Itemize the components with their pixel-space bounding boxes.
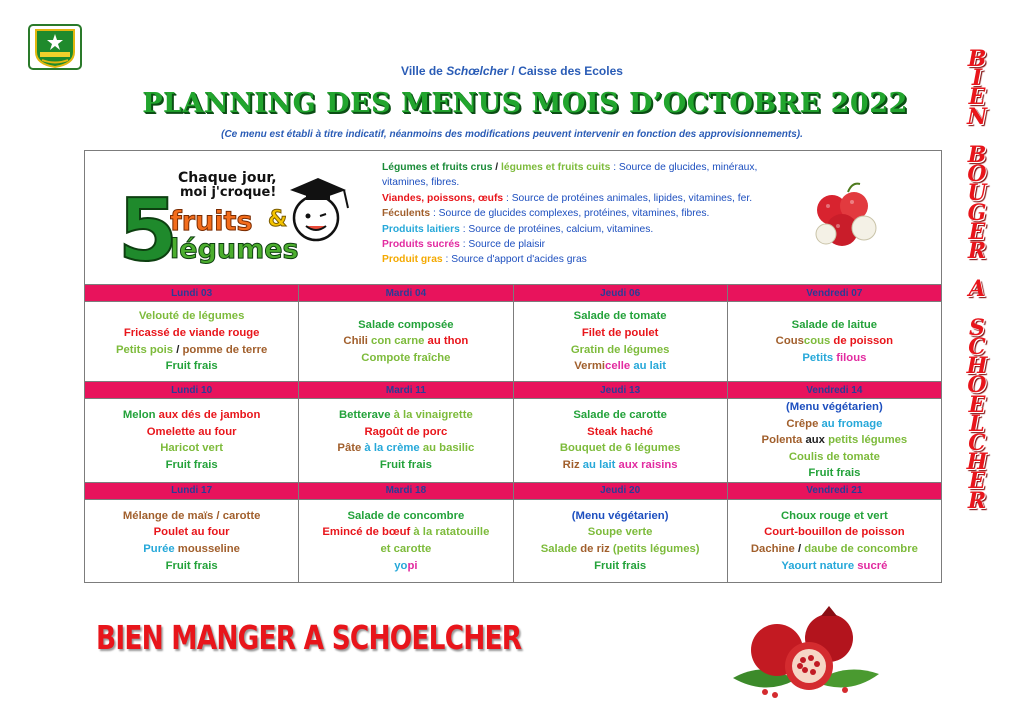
dish-part: aux xyxy=(802,434,829,447)
nutrition-legend xyxy=(382,160,802,268)
menu-dish xyxy=(514,457,727,474)
menu-cell xyxy=(513,499,727,582)
legend-line xyxy=(382,222,802,237)
dish-part: daube de concombre xyxy=(804,542,918,555)
dish-part: petits légumes xyxy=(828,434,908,447)
dish-part: filous xyxy=(836,351,867,364)
dish-part: / xyxy=(794,542,805,555)
dish-part: Gratin de légumes xyxy=(570,343,670,356)
menu-dish xyxy=(299,457,512,474)
menu-dish xyxy=(728,558,941,575)
dish-part: Chili xyxy=(343,335,372,348)
menu-cell xyxy=(727,499,941,582)
dish-part: yo xyxy=(394,559,408,572)
dish-part: Compote fraîche xyxy=(361,351,451,364)
legend-category: Légumes et fruits crus xyxy=(382,162,493,173)
dish-part: Fruit frais xyxy=(808,467,861,480)
side-letter: H xyxy=(966,353,988,380)
dish-part: au lait xyxy=(579,459,616,472)
org-suffix: / Caisse des Ecoles xyxy=(508,64,623,78)
menu-dish xyxy=(514,424,727,441)
side-letter: O xyxy=(967,372,987,399)
menu-cell xyxy=(85,399,299,483)
dish-part: (Menu végétarien) xyxy=(786,401,883,413)
dish-part: Crêpe xyxy=(786,417,819,430)
dish-part: Poulet au four xyxy=(153,526,230,539)
menu-dish xyxy=(514,325,727,342)
menu-dish xyxy=(85,558,298,575)
menu-dish xyxy=(85,342,298,359)
menu-dish xyxy=(299,424,512,441)
dish-part: et carotte xyxy=(380,542,432,555)
dish-part: Mélange de maïs / carotte xyxy=(122,509,261,522)
dish-part: Emincé de bœuf xyxy=(322,526,411,539)
dish-part: Pâte xyxy=(337,442,365,455)
mascot-icon xyxy=(290,178,348,240)
legend-description: : Source de protéines, calcium, vitamines. xyxy=(459,223,654,235)
menu-dish xyxy=(85,508,298,525)
dish-part: Filet de poulet xyxy=(581,326,659,339)
organisation-line xyxy=(0,62,1024,80)
menu-dish xyxy=(514,558,727,575)
legend-category: Féculents xyxy=(382,208,431,220)
dish-part: Bouquet de 6 légumes xyxy=(559,442,681,455)
menu-dish xyxy=(514,440,727,457)
day-header: Lundi 03 xyxy=(85,285,299,302)
side-letter: R xyxy=(967,487,987,514)
dish-part: Salade de tomate xyxy=(573,310,667,323)
side-letter: E xyxy=(968,391,986,418)
dish-part: aux dés de jambon xyxy=(158,409,261,422)
legend-description: : Source de plaisir xyxy=(459,239,546,251)
menu-dish xyxy=(85,440,298,457)
day-header: Mardi 18 xyxy=(299,482,513,499)
dish-part: à la crème xyxy=(364,442,420,455)
dish-part: mousseline xyxy=(174,542,240,555)
dish-part: (Menu végétarien) xyxy=(571,509,669,522)
menu-cell xyxy=(513,399,727,483)
legend-description: : Source de glucides complexes, protéines, vitamines, fibres. xyxy=(430,208,710,220)
side-letter: H xyxy=(966,449,988,476)
side-letter: B xyxy=(967,46,987,72)
legend-line xyxy=(382,206,802,221)
dish-part: Haricot vert xyxy=(160,442,224,455)
dish-part: Vermi xyxy=(574,360,606,373)
legend-line xyxy=(382,160,802,191)
logo-amp: & xyxy=(268,207,288,232)
side-letter: G xyxy=(967,199,987,226)
dish-part: Petits pois xyxy=(115,343,174,356)
side-letter: C xyxy=(968,430,986,457)
day-header: Vendredi 07 xyxy=(727,285,941,302)
dish-part: au thon xyxy=(424,335,469,348)
side-letter: R xyxy=(967,238,987,265)
dish-part: Choux rouge et vert xyxy=(781,509,888,522)
menu-dish xyxy=(299,317,512,334)
day-header: Lundi 17 xyxy=(85,482,299,499)
dish-part: à la vinaigrette xyxy=(393,409,473,422)
menu-dish xyxy=(299,508,512,525)
menu-dish xyxy=(299,350,512,367)
dish-part: Fruit frais xyxy=(165,559,218,572)
menu-grid xyxy=(84,284,942,583)
dish-part: Dachine xyxy=(750,542,795,555)
dish-part: Fruit frais xyxy=(379,459,432,472)
side-letter: B xyxy=(967,142,987,168)
dish-part: de riz xyxy=(580,542,610,555)
logo-five: 5 xyxy=(118,181,178,264)
dish-part: Riz xyxy=(562,459,580,472)
day-header: Mardi 11 xyxy=(299,382,513,399)
menu-dish xyxy=(514,407,727,424)
menu-cell xyxy=(727,399,941,483)
legend-line xyxy=(382,252,802,267)
side-letter: C xyxy=(968,334,986,360)
menu-dish xyxy=(85,424,298,441)
menu-dish xyxy=(514,541,727,558)
legend-category: Produits laitiers xyxy=(382,223,460,235)
dish-part: pi xyxy=(407,559,418,572)
menu-cell xyxy=(299,399,513,483)
dish-part: Polenta xyxy=(761,434,803,447)
dish-part: Fruit frais xyxy=(165,360,218,373)
side-letter: S xyxy=(969,314,985,341)
menu-dish xyxy=(728,508,941,525)
dish-part: Purée xyxy=(143,542,175,555)
menu-dish xyxy=(728,399,941,416)
menu-dish xyxy=(514,524,727,541)
menu-dish xyxy=(85,524,298,541)
legend-category: Produits sucrés xyxy=(382,239,460,251)
bottom-slogan: BIEN MANGER A SCHOELCHER xyxy=(96,618,522,657)
dish-part: Velouté de légumes xyxy=(138,310,245,323)
dish-part: Salade de laitue xyxy=(791,318,878,331)
menu-dish xyxy=(728,449,941,466)
dish-part: Melon xyxy=(122,409,159,422)
menu-dish xyxy=(728,333,941,350)
logo-line1: Chaque jour, xyxy=(178,170,277,186)
dish-part: de poisson xyxy=(830,335,894,348)
dish-part: Coulis de tomate xyxy=(788,450,880,463)
dish-part: Yaourt nature xyxy=(781,559,855,572)
menu-dish xyxy=(85,358,298,375)
dish-part: aux raisins xyxy=(615,459,678,472)
lychee-image-icon xyxy=(808,176,882,256)
menu-dish xyxy=(85,407,298,424)
day-header: Jeudi 06 xyxy=(513,285,727,302)
side-letter: U xyxy=(967,180,987,207)
menu-dish xyxy=(728,524,941,541)
legend-line xyxy=(382,191,802,206)
menu-dish xyxy=(85,325,298,342)
menu-dish xyxy=(299,440,512,457)
menu-cell xyxy=(727,302,941,382)
dish-part: Ragoût de porc xyxy=(364,425,448,438)
logo-legumes: légumes xyxy=(170,234,299,264)
side-letter: N xyxy=(966,103,988,130)
menu-dish xyxy=(514,508,727,525)
pomegranate-image-icon xyxy=(725,600,885,702)
dish-part: celle xyxy=(605,360,631,373)
dish-part: Steak haché xyxy=(587,425,654,438)
dish-part: Soupe verte xyxy=(587,526,653,539)
legend-category: légumes et fruits cuits xyxy=(501,162,611,173)
side-slogan xyxy=(952,46,1002,670)
day-header: Jeudi 13 xyxy=(513,382,727,399)
menu-dish xyxy=(85,457,298,474)
menu-dish xyxy=(728,541,941,558)
menu-dish xyxy=(299,558,512,575)
menu-dish xyxy=(728,350,941,367)
menu-dish xyxy=(728,465,941,482)
legend-description: : Source de glucides, minéraux, vitamines, fibres. xyxy=(382,162,758,189)
dish-part: cous xyxy=(803,335,831,348)
org-town: Schœlcher xyxy=(446,64,509,78)
dish-part: au lait xyxy=(630,360,666,373)
legend-category: / xyxy=(492,162,502,173)
legend-line xyxy=(382,237,802,252)
dish-part: Salade composée xyxy=(358,318,454,331)
dish-part: con carne xyxy=(371,335,425,348)
side-letter: I xyxy=(971,65,983,92)
menu-dish xyxy=(299,541,512,558)
org-prefix: Ville de xyxy=(401,64,447,78)
legend-description: : Source de protéines animales, lipides, vitamines, fer. xyxy=(503,192,753,204)
disclaimer-note: (Ce menu est établi à titre indicatif, néanmoins des modifications peuvent intervenir en fonction des approvisionnements). xyxy=(221,129,803,140)
page-title: PLANNING DES MENUS MOIS D’OCTOBRE 2022 xyxy=(142,88,908,119)
menu-cell xyxy=(85,499,299,582)
menu-dish xyxy=(85,541,298,558)
legend-category: Viandes, poissons, œufs xyxy=(382,192,504,204)
menu-cell xyxy=(85,302,299,382)
dish-part: Salade de carotte xyxy=(573,409,667,422)
menu-dish xyxy=(514,358,727,375)
dish-part: à la ratatouille xyxy=(410,526,490,539)
side-letter: E xyxy=(968,84,986,111)
day-header: Jeudi 20 xyxy=(513,482,727,499)
logo-fruits: fruits xyxy=(170,206,253,237)
dish-part: Salade de concombre xyxy=(347,509,465,522)
legend-description: : Source d'apport d'acides gras xyxy=(442,254,587,266)
dish-part: Petits xyxy=(802,351,837,364)
dish-part: au basilic xyxy=(419,442,475,455)
dish-part: Betterave xyxy=(338,409,394,422)
menu-dish xyxy=(299,407,512,424)
menu-dish xyxy=(299,333,512,350)
day-header: Vendredi 14 xyxy=(727,382,941,399)
dish-part: pomme de terre xyxy=(182,343,268,356)
menu-dish xyxy=(728,432,941,449)
dish-part: Fricassé de viande rouge xyxy=(123,326,260,339)
dish-part: (petits légumes) xyxy=(609,542,700,555)
side-letter: E xyxy=(968,218,986,245)
dish-part: Omelette au four xyxy=(146,425,237,438)
side-letter: A xyxy=(968,276,986,303)
day-header: Lundi 10 xyxy=(85,382,299,399)
menu-cell xyxy=(299,499,513,582)
side-letter: E xyxy=(968,468,986,495)
day-header: Vendredi 21 xyxy=(727,482,941,499)
side-letter: L xyxy=(969,410,985,437)
menu-dish xyxy=(299,524,512,541)
dish-part: Fruit frais xyxy=(165,459,218,472)
logo-line2: moi j'croque! xyxy=(180,185,277,200)
five-fruits-vegetables-logo xyxy=(118,164,360,264)
dish-part: Court-bouillon de poisson xyxy=(764,526,905,539)
legend-category: Produit gras xyxy=(382,254,443,266)
dish-part: sucré xyxy=(854,559,888,572)
menu-dish xyxy=(514,308,727,325)
menu-dish xyxy=(85,308,298,325)
dish-part: Salade xyxy=(540,542,581,555)
menu-cell xyxy=(513,302,727,382)
menu-dish xyxy=(728,317,941,334)
dish-part: Fruit frais xyxy=(594,559,647,572)
menu-dish xyxy=(514,342,727,359)
dish-part: au fromage xyxy=(818,417,883,430)
side-letter: O xyxy=(967,161,987,188)
dish-part: Cous xyxy=(775,335,804,348)
day-header: Mardi 04 xyxy=(299,285,513,302)
dish-part: / xyxy=(173,343,183,356)
menu-cell xyxy=(299,302,513,382)
menu-dish xyxy=(728,416,941,433)
